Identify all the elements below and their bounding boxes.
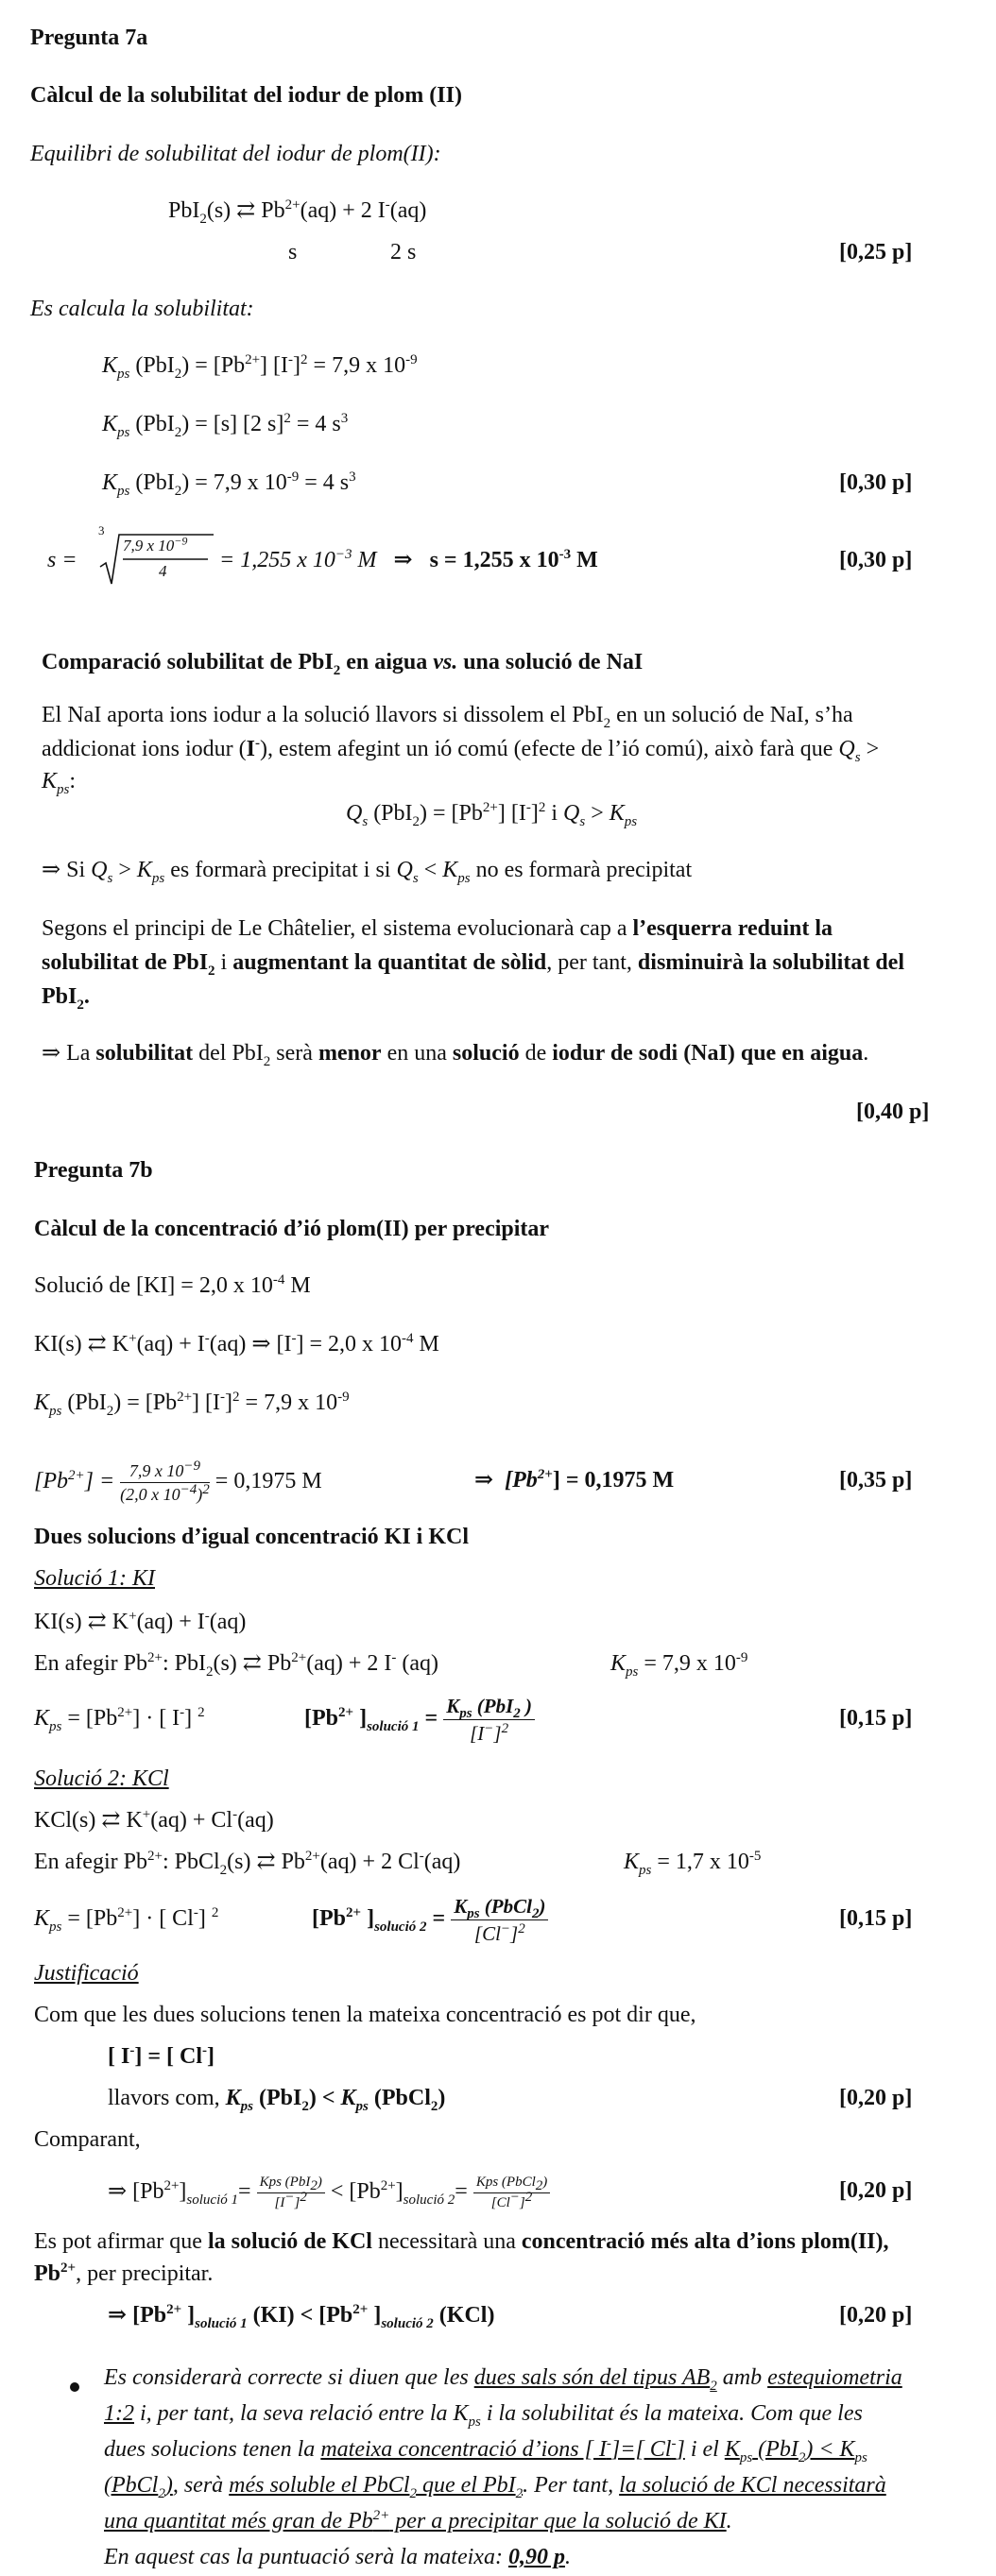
- heading-7a: Pregunta 7a: [30, 26, 148, 50]
- solution1-add-pb: En afegir $Pb^{2+}$: PbI$_2$(s) ⇄ $Pb^{2+}(aq) + 2$ I- (aq): [34, 1650, 439, 1680]
- points-040: [0,40 p]: [856, 1100, 930, 1124]
- solution2-pb-formula: [$Pb^{2+}$ ]$_{solució 2}$ = $\frac{K_{ps} (PbCl_2)}{[Cl^-]^2}$: [312, 1891, 548, 1946]
- note-line-5: una quantitat més gran de $Pb^{2+}$ per a precipitar que la solució de KI.: [104, 2508, 732, 2533]
- points-015-b: [0,15 p]: [839, 1906, 913, 1931]
- solution1-ksp: $K_{ps} = 7,9$ x $10^{-9}$: [610, 1650, 748, 1680]
- conclusion-solubility: ⇒ La solubilitat del PbI$_2$ serà menor en una solució de iodur de sodi (NaI) que en aigua.: [42, 1041, 869, 1069]
- s-label: s =: [47, 548, 77, 572]
- ki-dissociation: KI(s) ⇄ K+(aq) + I-(aq) ⇒ [I-] = 2,0 x $10^{-4}$ M: [34, 1331, 439, 1356]
- comparison-fraction-2: $\frac{Kps (PbCl_2)}{[Cl^-]^2}$: [473, 2174, 550, 2212]
- implies-precipitate: ⇒ Si $Q_s > K_{ps}$ es formarà precipitat i si $Q_s < K_{ps}$ no es formarà precipitat: [42, 858, 693, 886]
- note-line-1: Es considerarà correcte si diuen que les dues sals són del tipus $AB_2$ amb estequiometria: [104, 2365, 902, 2394]
- calc-intro: Es calcula la solubilitat:: [30, 297, 254, 321]
- pb-fraction: $\frac{7,9 x 10^{-9}}{(2,0 x 10^{-4})^2}$: [120, 1458, 210, 1504]
- points-020-c: [0,20 p]: [839, 2303, 913, 2328]
- solution1-kps-expr: $K_{ps} = [Pb^{2+}]$ · [ I-] $^2$: [34, 1705, 205, 1734]
- lechatelier-line3: PbI$_2$.: [42, 984, 90, 1013]
- points-020-b: [0,20 p]: [839, 2178, 913, 2203]
- affirm-line1: Es pot afirmar que la solució de KCl necessitarà una concentració més alta d’ions plom(II),: [34, 2229, 889, 2254]
- solution1-title: Solució 1: KI: [34, 1566, 155, 1591]
- solution1-dissociation: KI(s) ⇄ K+(aq) + I-(aq): [34, 1609, 247, 1634]
- cube-root: 3 7,9 x $10^{-9}$ 4: [98, 531, 215, 588]
- solution2-add-pb: En afegir $Pb^{2+}$: PbCl$_2$(s) ⇄ $Pb^{2+}(aq) + 2$ Cl-(aq): [34, 1849, 461, 1878]
- justification-title: Justificació: [34, 1961, 139, 1986]
- s-value: = 1,255 x $10^{-3}$ M ⇒ s = 1,255 x $10^{-3}$ M: [219, 547, 598, 572]
- ki-concentration: Solució de [KI] = 2,0 x $10^{-4}$ M: [34, 1272, 311, 1298]
- equal-concentrations: [ I-] = [ Cl-]: [108, 2043, 215, 2069]
- ksp-comparison: llavors com, $K_{ps}$ $(PbI_2) < K_{ps}$ (PbCl$_2$): [108, 2086, 446, 2114]
- solution2-title: Solució 2: KCl: [34, 1766, 169, 1791]
- two-solutions-heading: Dues solucions d’igual concentració KI i KCl: [34, 1525, 470, 1549]
- solution1-pb-formula: [$Pb^{2+}$ ]$_{solució 1}$ = $\frac{K_{ps} (PbI_2 )}{[I^-]^2}$: [304, 1691, 535, 1746]
- points-030-a: [0,30 p]: [839, 470, 913, 495]
- solution2-ksp: $K_{ps} = 1,7$ x $10^{-5}$: [624, 1849, 762, 1878]
- stoich-s: s: [288, 240, 298, 264]
- para1-line3: $K_{ps}$:: [42, 769, 77, 797]
- subheading-concentration: Càlcul de la concentració d’ió plom(II) per precipitar: [34, 1217, 550, 1241]
- points-035: [0,35 p]: [839, 1468, 913, 1493]
- justification-line1: Com que les dues solucions tenen la mateixa concentració es pot dir que,: [34, 2003, 696, 2027]
- ksp-pbi2-line: $K_{ps}$ $(PbI_2) = [Pb^{2+}] [I^-]^2 = 7,9$ x $10^{-9}$: [34, 1390, 350, 1419]
- comparant-label: Comparant,: [34, 2127, 141, 2152]
- note-line-6: En aquest cas la puntuació serà la mateixa: 0,90 p.: [104, 2545, 571, 2569]
- grading-note: [104, 2360, 975, 2575]
- ksp-eq-2: $K_{ps}$ (PbI$_2$) = [s] [2 s]$^2$ = 4 $s^3$: [102, 411, 349, 440]
- points-030-b: [0,30 p]: [839, 548, 913, 572]
- para1-line1: El NaI aporta ions iodur a la solució llavors si dissolem el PbI$_2$ en un solució de NaI, s’ha: [42, 703, 853, 731]
- pb-concentration-calc: $[Pb^{2+}]$ = $\frac{7,9 x 10^{-9}}{(2,0 x 10^{-4})^2}$ = 0,1975 M: [34, 1458, 322, 1504]
- points-020-a: [0,20 p]: [839, 2086, 913, 2110]
- solution1-fraction: $\frac{K_{ps} (PbI_2 )}{[I^-]^2}$: [443, 1694, 535, 1746]
- solution2-fraction: $\frac{K_{ps} (PbCl_2)}{[Cl^-]^2}$: [451, 1894, 548, 1946]
- note-line-4: (PbCl$_2$), serà més soluble el PbCl$_2$ que el PbI$_2$. Per tant, la solució de KCl necessitarà: [104, 2473, 886, 2501]
- bullet-icon: [70, 2382, 79, 2392]
- heading-7b: Pregunta 7b: [34, 1158, 153, 1183]
- ksp-eq-3: $K_{ps}$ (PbI$_2$) = 7,9 x $10^{-9} = 4$ $s^3$: [102, 469, 356, 499]
- final-comparison: ⇒ [$Pb^{2+}$ ]$_{solució 1}$ $(KI) < [Pb^{2+}$ ]$_{solució 2}$ (KCl): [108, 2302, 495, 2331]
- pb-result: ⇒ $[Pb^{2+}] = 0,1975$ M: [474, 1467, 675, 1493]
- lechatelier-line2: solubilitat de PbI$_2$ i augmentant la quantitat de sòlid, per tant, disminuirà la solubilitat del: [42, 950, 904, 979]
- note-line-2: 1:2 i, per tant, la seva relació entre la $K_{ps}$ i la solubilitat és la mateixa. Com que les: [104, 2401, 863, 2430]
- points-025: [0,25 p]: [839, 240, 913, 264]
- reaction-equation: PbI$_2$(s) ⇄ $Pb^{2+}(aq) + 2$ I-(aq): [168, 197, 427, 227]
- solution2-kps-expr: $K_{ps} = [Pb^{2+}]$ · [ Cl-] $^2$: [34, 1905, 219, 1935]
- pb-comparison-formula: ⇒ $[Pb^{2+}]_{solució 1}=$ $\frac{Kps (PbI_2)}{[I^-]^2}$ < $[Pb^{2+}]_{solució 2}=$ $\frac{Kps (PbCl_2)}{[Cl^-]^2}$: [108, 2167, 550, 2216]
- solution2-dissociation: KCl(s) ⇄ K+(aq) + Cl-(aq): [34, 1807, 274, 1833]
- note-line-3: dues solucions tenen la mateixa concentració d’ions [ I-]=[ Cl-] i el $K_{ps}$ $(PbI_2) < K_{ps}$: [104, 2436, 867, 2465]
- points-015-a: [0,15 p]: [839, 1706, 913, 1731]
- qs-equation: $Q_s$ $(PbI_2) = [Pb^{2+}]$ $[I^-]^2$ i $Q_s > K_{ps}$: [346, 800, 638, 829]
- equilibrium-intro: Equilibri de solubilitat del iodur de plom(II):: [30, 142, 441, 166]
- comparison-heading: Comparació solubilitat de PbI$_2$ en aigua vs. una solució de NaI: [42, 650, 644, 678]
- stoich-2s: 2 s: [390, 240, 417, 264]
- comparison-fraction-1: $\frac{Kps (PbI_2)}{[I^-]^2}$: [257, 2174, 325, 2212]
- ksp-eq-1: $K_{ps}$ $(PbI_2) = [Pb^{2+}] [I^-]^2 = 7,9$ x $10^{-9}$: [102, 352, 418, 382]
- lechatelier-line1: Segons el principi de Le Châtelier, el sistema evolucionarà cap a l’esquerra reduint la: [42, 916, 833, 941]
- subheading-solubility: Càlcul de la solubilitat del iodur de plom (II): [30, 83, 462, 108]
- para1-line2: addicionat ions iodur (I-), estem afegint un ió comú (efecte de l’ió comú), això farà que $Q_s$ >: [42, 736, 880, 765]
- affirm-line2: $Pb^{2+}$, per precipitar.: [34, 2260, 214, 2286]
